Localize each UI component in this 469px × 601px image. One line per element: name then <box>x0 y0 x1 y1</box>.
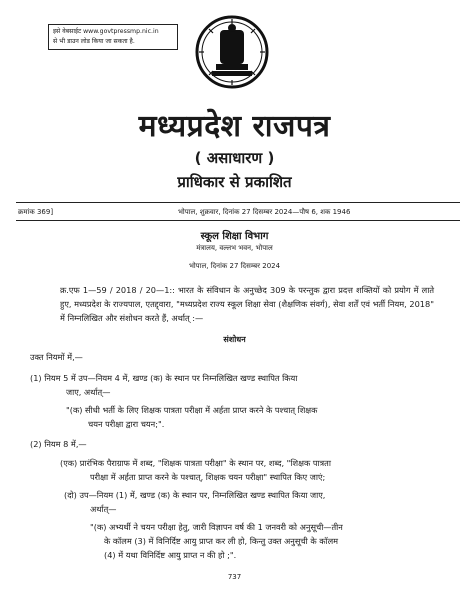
amendment-line: (1) नियम 5 में उप—नियम 4 में, खण्ड (क) के स्थान पर निम्नलिखित खण्ड स्थापित किया <box>30 373 298 383</box>
website-notice-line-1: इसे वेबसाईट www.govtpressmp.nic.in <box>53 28 159 35</box>
amendment-line: जाए, अर्थात्— <box>66 387 111 397</box>
notice-place-date: भोपाल, दिनांक 27 दिसम्बर 2024 <box>188 262 281 270</box>
amendment-line: (2) नियम 8 में,— <box>30 439 87 449</box>
amendment-line: (दो) उप—नियम (1) में, खण्ड (क) के स्थान पर, निम्नलिखित खण्ड स्थापित किया जाए, <box>64 490 326 500</box>
notification-intro: क्र.एफ 1—59 / 2018 / 20—1:: भारत के संविधान के अनुच्छेद 309 के परन्तुक द्वारा प्रदत्त शक्तियों को प्रयोग में लाते हुए, मध्यप्रदेश के राज्यपाल, एतद्द्वारा, "मध्यप्रदेश राज्य स्कूल शिक्षा सेवा (शैक्षणिक संवर्ग), सेवा शर्तें एवं भर्ती नियम, 2018" में निम्नलिखित और संशोधन करते हैं, अर्थात् :— <box>60 285 434 323</box>
amendment-line: "(क) सीधी भर्ती के लिए शिक्षक पात्रता परीक्षा में अर्हता प्राप्त करने के पश्चात् शिक्षक <box>66 405 318 415</box>
extraordinary-label: ( असाधारण ) <box>194 149 275 167</box>
top-divider <box>16 202 460 203</box>
bottom-divider <box>16 220 460 221</box>
page-number: 737 <box>227 573 242 581</box>
amendment-line: (एक) प्रारंभिक पैराग्राफ में शब्द, "शिक्षक पात्रता परीक्षा" के स्थान पर, शब्द, "शिक्षक पात्रता <box>60 458 331 468</box>
issue-number: क्रमांक 369] <box>18 208 54 216</box>
issue-date: भोपाल, शुक्रवार, दिनांक 27 दिसम्बर 2024—पौष 6, शक 1946 <box>178 208 351 216</box>
website-notice-box <box>48 24 178 50</box>
authority-label: प्राधिकार से प्रकाशित <box>177 173 292 191</box>
state-emblem-icon <box>194 14 270 98</box>
amendment-line: परीक्षा में अर्हता प्राप्त करने के पश्चात्, शिक्षक चयन परीक्षा" स्थापित किए जाएं; <box>90 472 326 482</box>
gazette-masthead: मध्यप्रदेश राजपत्र <box>138 109 331 144</box>
amendment-line: (4) में यथा विनिर्दिष्ट आयु प्राप्त न की हो ;". <box>104 550 237 560</box>
website-notice-line-2: से भी डाउन लोड किया जा सकता है. <box>53 38 135 45</box>
ministry-address: मंत्रालय, वल्लभ भवन, भोपाल <box>196 244 273 252</box>
amendment-line: "(क) अभ्यर्थी ने चयन परीक्षा हेतु, जारी विज्ञापन वर्ष की 1 जनवरी को अनुसूची—तीन <box>90 522 343 532</box>
amendment-line: अर्थात्— <box>90 504 117 514</box>
amendment-line: के कॉलम (3) में विनिर्दिष्ट आयु प्राप्त कर ली हो, किन्तु उक्त अनुसूची के कॉलम <box>104 536 339 546</box>
amendment-heading: संशोधन <box>223 335 246 344</box>
department-title: स्कूल शिक्षा विभाग <box>200 231 269 242</box>
amendment-line: चयन परीक्षा द्वारा चयन;". <box>88 419 165 429</box>
amendment-line: उक्त नियमों में,— <box>30 352 83 362</box>
